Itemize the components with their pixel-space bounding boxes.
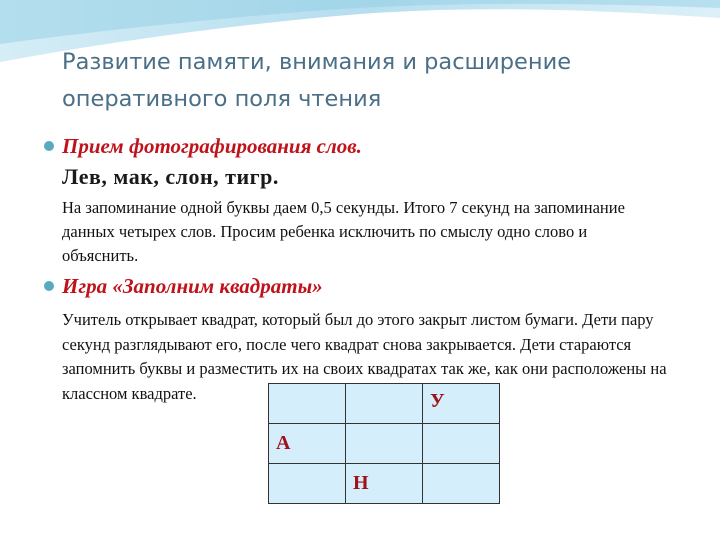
grid-letter: У	[430, 390, 445, 412]
grid-cell	[269, 384, 346, 424]
grid-cell	[423, 464, 500, 504]
grid-cell	[423, 424, 500, 464]
bullet2-text: Учитель открывает квадрат, который был до этого закрыт листом бумаги. Дети пару секунд разглядывают его, после чего квадрат снова закрывается. Дети стараются запомнить буквы и разместить их на своих квадратах так же, как они расположены на классном квадрате.	[62, 310, 667, 403]
bullet1-words: Лев, мак, слон, тигр.	[62, 164, 279, 189]
bullet1-heading: Прием фотографирования слов.	[62, 134, 362, 158]
grid-cell	[423, 384, 500, 424]
grid-cell	[269, 424, 346, 464]
slide-title: Развитие памяти, внимания и расширение оперативного поля чтения	[62, 49, 572, 112]
bullet2-heading: Игра «Заполним квадраты»	[62, 274, 323, 298]
grid-cell	[346, 424, 423, 464]
bullet1-text: На запоминание одной буквы даем 0,5 секунды. Итого 7 секунд на запоминание данных четырех слов. Просим ребенка исключить по смыслу одно слово и объяснить.	[62, 198, 625, 265]
letter-grid	[268, 383, 500, 504]
bullet-icon	[44, 141, 54, 151]
grid-letter: А	[276, 432, 291, 454]
grid-letter: Н	[353, 472, 369, 494]
grid-cell	[269, 464, 346, 504]
bullet-icon	[44, 281, 54, 291]
grid-cell	[346, 384, 423, 424]
grid-cell	[346, 464, 423, 504]
